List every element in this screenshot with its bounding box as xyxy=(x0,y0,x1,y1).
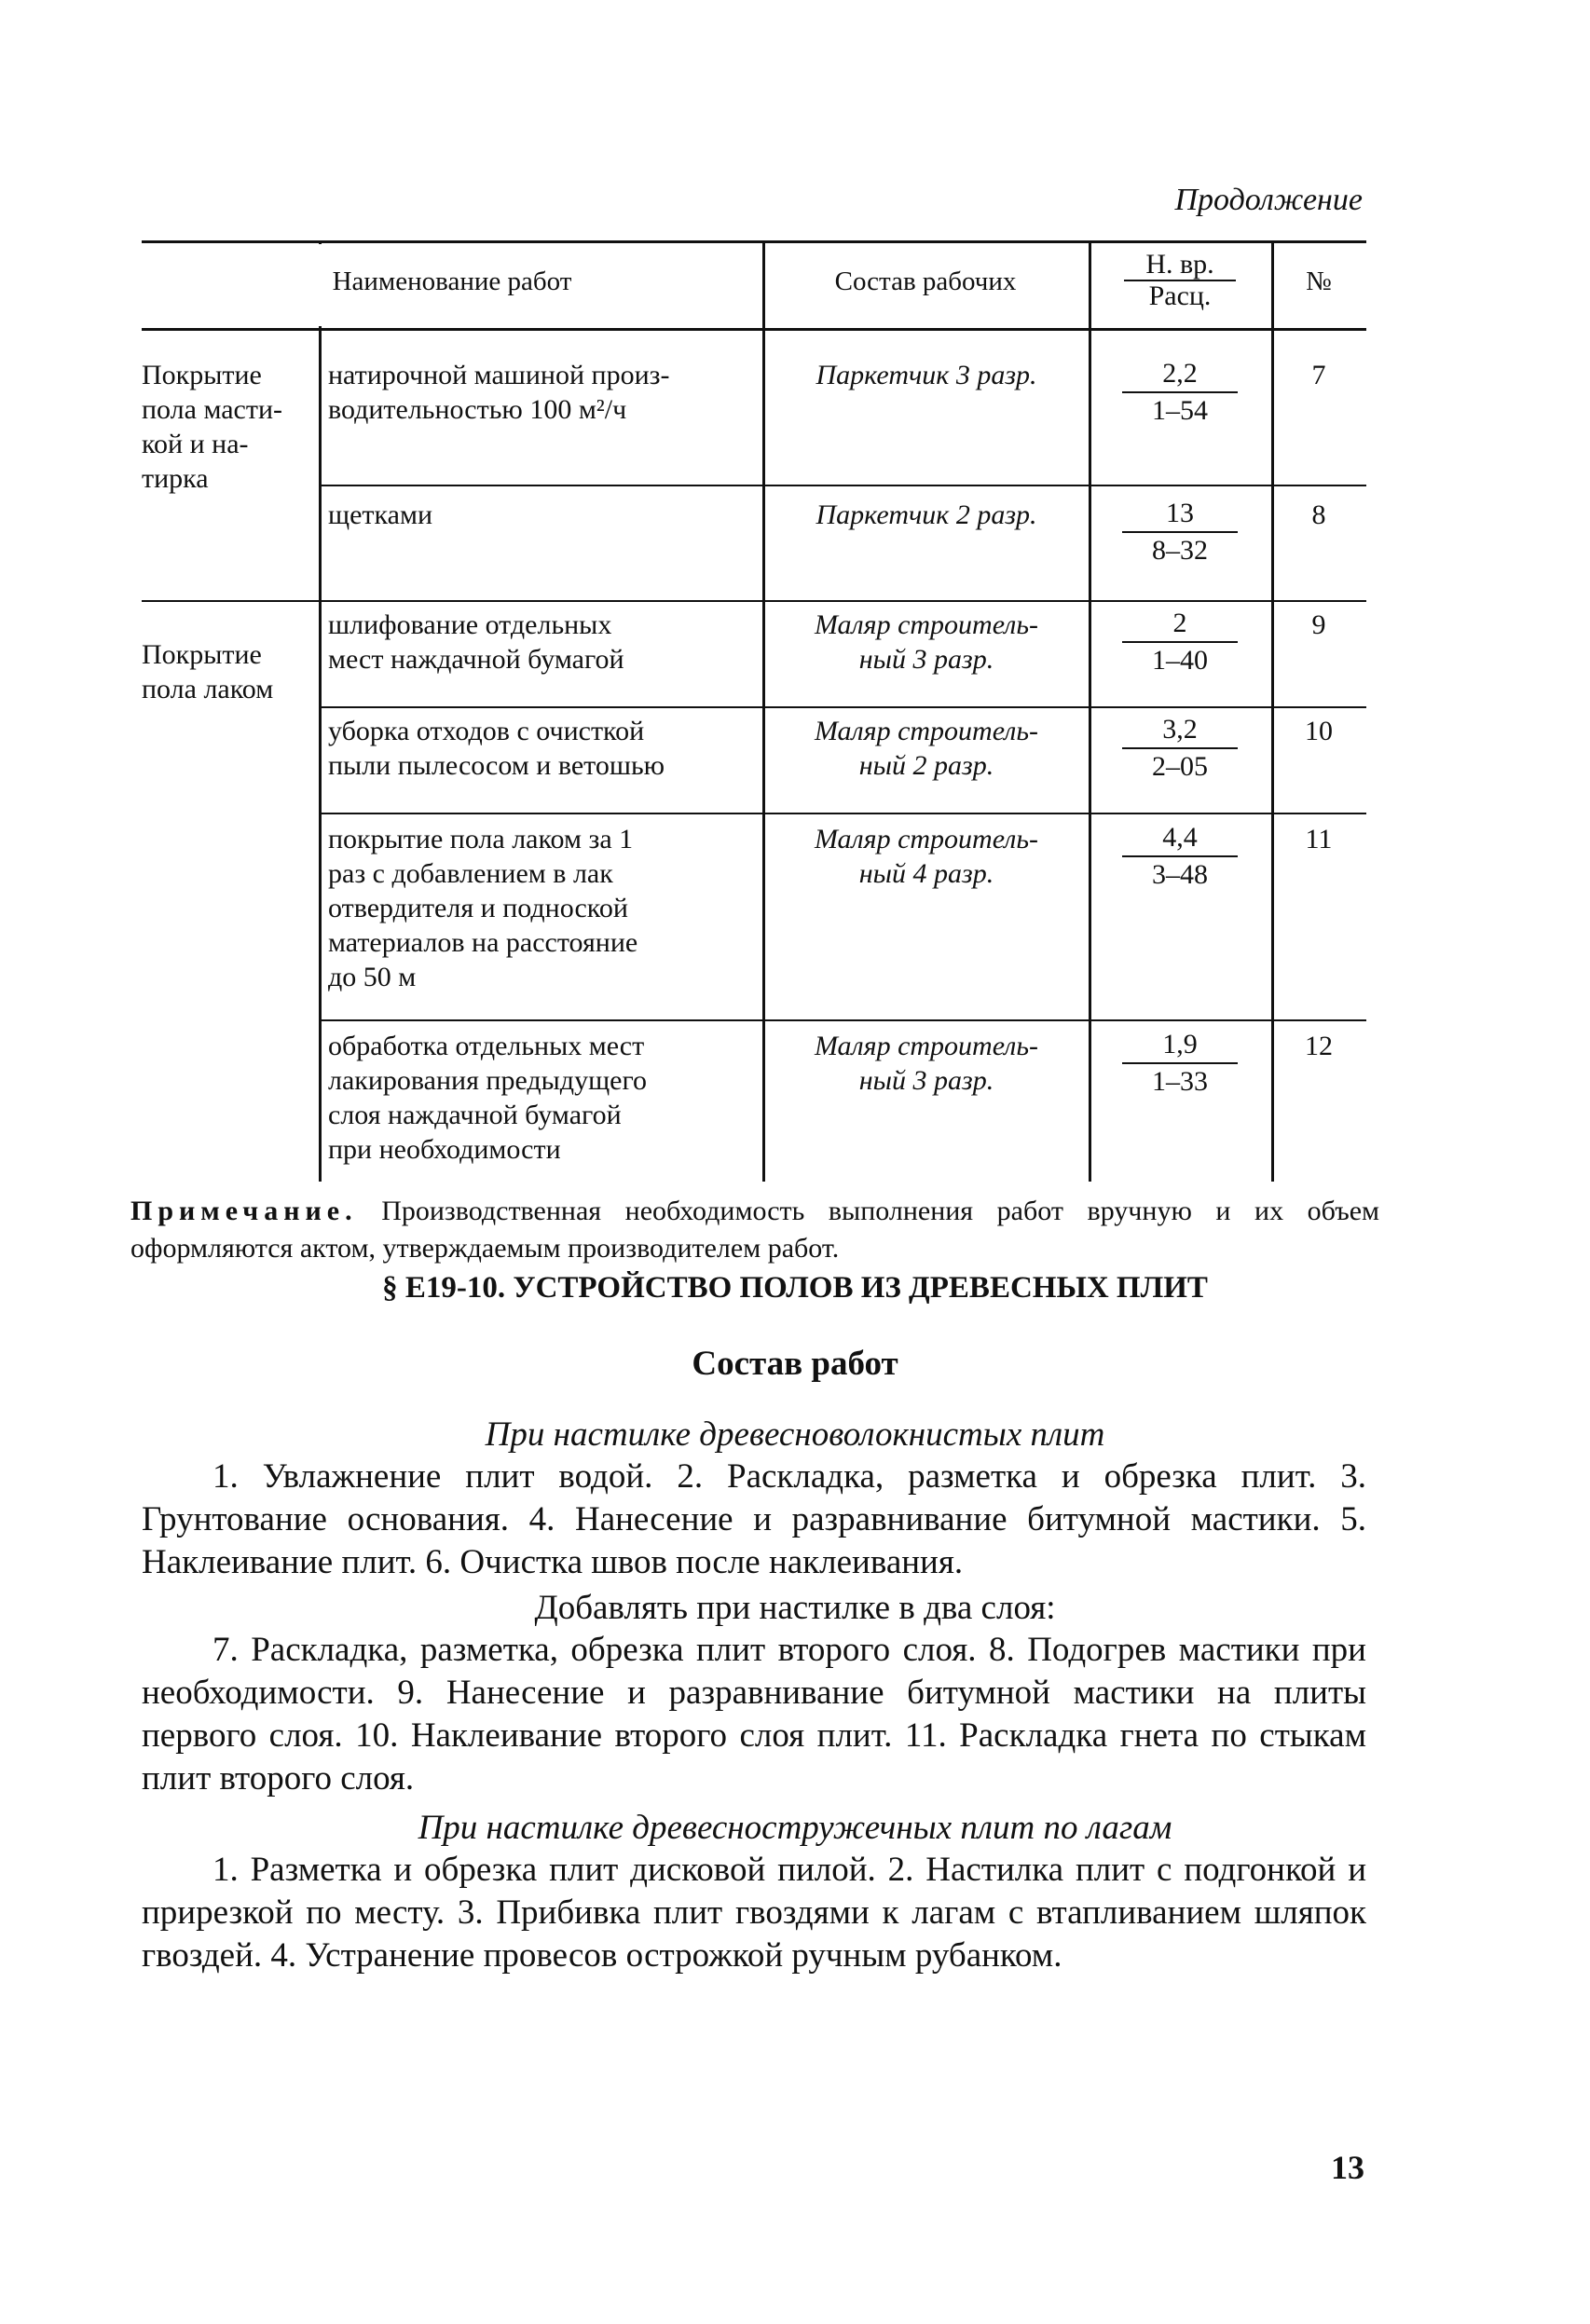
composition-title: Состав работ xyxy=(692,1345,898,1383)
row-rule-5 xyxy=(319,1019,1366,1021)
two-layer-heading: Добавлять при настилке в два слоя: xyxy=(534,1589,1056,1627)
table-row-7-crew: Паркетчик 3 разр. xyxy=(816,360,1037,390)
table-row-10-crew: Маляр строитель- ный 2 разр. xyxy=(814,716,1039,781)
header-rate-price: Расц. xyxy=(1148,280,1212,311)
table-row-8-rate: 13 8–32 xyxy=(1089,496,1271,568)
chipboard-heading: При настилке древесностружечных плит по лагам xyxy=(418,1809,1172,1847)
table-row-10-no: 10 xyxy=(1305,716,1333,746)
table-row-12-work: обработка отдельных мест лакирования предыдущего слоя наждачной бумагой при необходимости xyxy=(328,1031,648,1165)
table-row-11-crew: Маляр строитель- ный 4 разр. xyxy=(814,824,1039,889)
col-rule-crew xyxy=(762,240,765,1182)
col-rule-name-sub xyxy=(319,240,322,1182)
table-row-7-work: натирочной машиной произ- водительностью 100 м²/ч xyxy=(328,360,670,425)
table-row-9-work: шлифование отдельных мест наждачной бумагой xyxy=(328,609,624,675)
table-row-10-rate: 3,2 2–05 xyxy=(1089,712,1271,785)
two-layer-steps: 7. Раскладка, разметка, обрезка плит второго слоя. 8. Подогрев мастики при необходимости. 9. Нанесение и разравнивание битумной мастики на плиты первого слоя. 10. Наклеивание второго слоя плит. 11. Раскладка гнета по стыкам плит второго слоя. xyxy=(142,1631,1366,1798)
table-row-10-work: уборка отходов с очисткой пыли пылесосом и ветошью xyxy=(328,716,665,781)
group-title-lacquer: Покрытие пола лаком xyxy=(142,639,274,704)
table-row-12-no: 12 xyxy=(1305,1031,1333,1061)
table-row-11-rate: 4,4 3–48 xyxy=(1089,820,1271,893)
fibreboard-heading: При настилке древесноволокнистых плит xyxy=(485,1415,1105,1454)
header-name: Наименование работ xyxy=(332,267,572,296)
page-number: 13 xyxy=(1331,2149,1364,2186)
header-number: № xyxy=(1306,267,1332,296)
fibreboard-steps: 1. Увлажнение плит водой. 2. Раскладка, разметка и обрезка плит. 3. Грунтование основания. 4. Нанесение и разравнивание битумной мастики. 5. Наклеивание плит. 6. Очистка швов после наклеивания. xyxy=(142,1457,1366,1581)
section-title: § Е19-10. УСТРОЙСТВО ПОЛОВ ИЗ ДРЕВЕСНЫХ ПЛИТ xyxy=(382,1271,1208,1305)
header-rate-norm: Н. вр. xyxy=(1145,249,1214,280)
note-label: Примечание. xyxy=(130,1196,358,1226)
header-crew: Состав рабочих xyxy=(834,267,1017,296)
table-row-7-no: 7 xyxy=(1311,360,1326,390)
table-header-rule xyxy=(142,328,1366,331)
chipboard-steps: 1. Разметка и обрезка плит дисковой пилой. 2. Настилка плит с подгонкой и прирезкой по месту. 3. Прибивка плит гвоздями к лагам с втапливанием шляпок гвоздей. 4. Устранение провесов острожкой ручным рубанком. xyxy=(142,1851,1366,1975)
continuation-label: Продолжение xyxy=(1174,183,1363,217)
table-row-9-no: 9 xyxy=(1311,609,1326,640)
table-row-7-rate: 2,2 1–54 xyxy=(1089,356,1271,429)
table-note xyxy=(130,1193,1379,1267)
group-title-mastic: Покрытие пола масти- кой и на- тирка xyxy=(142,360,283,494)
header-rate xyxy=(1089,250,1271,311)
row-rule-3 xyxy=(319,706,1366,708)
row-rule-4 xyxy=(319,813,1366,814)
group-rule xyxy=(142,600,1366,602)
table-row-11-work: покрытие пола лаком за 1 раз с добавлением в лак отвердителя и подноской материалов на расстояние до 50 м xyxy=(328,824,638,992)
table-row-8-work: щетками xyxy=(328,499,433,530)
table-row-9-rate: 2 1–40 xyxy=(1089,606,1271,678)
table-row-12-rate: 1,9 1–33 xyxy=(1089,1027,1271,1100)
note-text: Производственная необходимость выполнения работ вручную и их объем оформляются актом, утверждаемым производителем работ. xyxy=(130,1196,1380,1264)
table-row-12-crew: Маляр строитель- ный 3 разр. xyxy=(814,1031,1039,1096)
table-row-9-crew: Маляр строитель- ный 3 разр. xyxy=(814,609,1039,675)
row-rule-1 xyxy=(319,485,1366,486)
table-row-8-no: 8 xyxy=(1311,499,1326,530)
table-top-rule xyxy=(142,240,1366,243)
norms-table xyxy=(142,240,1366,1182)
table-row-11-no: 11 xyxy=(1305,824,1333,854)
table-row-8-crew: Паркетчик 2 разр. xyxy=(816,499,1037,530)
